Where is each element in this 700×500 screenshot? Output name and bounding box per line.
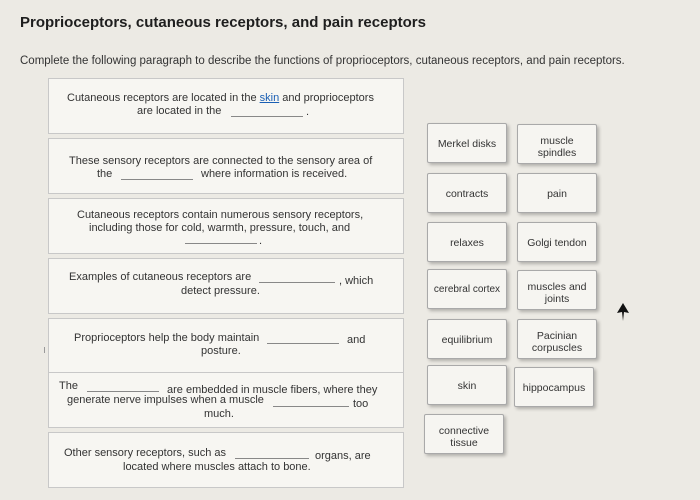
- page-title: Proprioceptors, cutaneous receptors, and pain receptors: [20, 14, 426, 31]
- sentence-7[interactable]: [48, 432, 404, 488]
- sentence-5-text-a: Proprioceptors help the body maintain: [74, 332, 260, 344]
- answer-blank[interactable]: [273, 406, 349, 407]
- sentence-5[interactable]: [48, 318, 404, 374]
- sentence-3-text-a: Cutaneous receptors contain numerous sensory receptors,: [77, 209, 364, 221]
- sentence-4-text-a: Examples of cutaneous receptors are: [69, 271, 252, 283]
- chip-cerebral-cortex[interactable]: cerebral cortex: [427, 269, 507, 309]
- chip-muscle-spindles[interactable]: muscle spindles: [517, 124, 597, 164]
- sentence-7-text-c: located where muscles attach to bone.: [123, 461, 311, 473]
- sentence-1-period: .: [306, 106, 310, 118]
- sentence-5-text-c: posture.: [201, 345, 241, 357]
- sentence-6-text-a: The: [59, 380, 78, 392]
- chip-contracts[interactable]: contracts: [427, 173, 507, 213]
- sentence-1[interactable]: [48, 78, 404, 134]
- answer-blank[interactable]: [267, 343, 339, 344]
- chip-equilibrium[interactable]: equilibrium: [427, 319, 507, 359]
- chip-pacinian-corpuscles[interactable]: Pacinian corpuscles: [517, 319, 597, 359]
- sentence-3-period: .: [259, 235, 263, 247]
- chip-pain[interactable]: pain: [517, 173, 597, 213]
- answer-blank[interactable]: [121, 179, 193, 180]
- chip-relaxes[interactable]: relaxes: [427, 222, 507, 262]
- answer-blank[interactable]: [185, 243, 257, 244]
- chip-merkel-disks[interactable]: Merkel disks: [427, 123, 507, 163]
- chip-connective-tissue[interactable]: connective tissue: [424, 414, 504, 454]
- sentence-6-text-c: generate nerve impulses when a muscle: [67, 394, 264, 406]
- answer-blank[interactable]: [259, 282, 335, 283]
- sentence-7-text-b: organs, are: [315, 450, 371, 462]
- sentence-3-text-b: including those for cold, warmth, pressure, touch, and: [89, 222, 351, 234]
- chip-skin[interactable]: skin: [427, 365, 507, 405]
- sentence-5-text-b: and: [347, 334, 366, 346]
- sentence-2[interactable]: [48, 138, 404, 194]
- chip-hippocampus[interactable]: hippocampus: [514, 367, 594, 407]
- sentence-7-text-a: Other sensory receptors, such as: [64, 447, 227, 459]
- sentence-4-text-b: , which: [339, 275, 374, 287]
- sentence-6[interactable]: [48, 372, 404, 428]
- sentence-3[interactable]: [48, 198, 404, 254]
- chip-golgi-tendon[interactable]: Golgi tendon: [517, 222, 597, 262]
- answer-blank[interactable]: [87, 391, 159, 392]
- instructions: Complete the following paragraph to describe the functions of proprioceptors, cutaneous receptors, and pain receptors.: [20, 55, 625, 67]
- sentence-6-text-b: are embedded in muscle fibers, where they: [167, 384, 378, 396]
- drag-marker: [44, 347, 48, 353]
- sentence-4[interactable]: [48, 258, 404, 314]
- sentence-2-text-b: the: [97, 168, 113, 180]
- chip-muscles-and-joints[interactable]: muscles and joints: [517, 270, 597, 310]
- answer-blank[interactable]: [231, 116, 303, 117]
- sentence-6-text-e: much.: [204, 408, 234, 420]
- sentence-2-text-a: These sensory receptors are connected to the sensory area of: [69, 155, 373, 167]
- sentence-6-text-d: too: [353, 398, 369, 410]
- sentence-4-text-c: detect pressure.: [181, 285, 260, 297]
- sentence-1-text-c: are located in the: [137, 105, 222, 117]
- mouse-cursor-icon: [616, 303, 630, 321]
- inline-link-skin[interactable]: skin: [259, 92, 280, 104]
- answer-blank[interactable]: [235, 458, 309, 459]
- sentence-1-text-b: and proprioceptors: [279, 92, 374, 104]
- sentence-1-text-a: Cutaneous receptors are located in the: [67, 92, 260, 104]
- sentence-2-text-c: where information is received.: [201, 168, 348, 180]
